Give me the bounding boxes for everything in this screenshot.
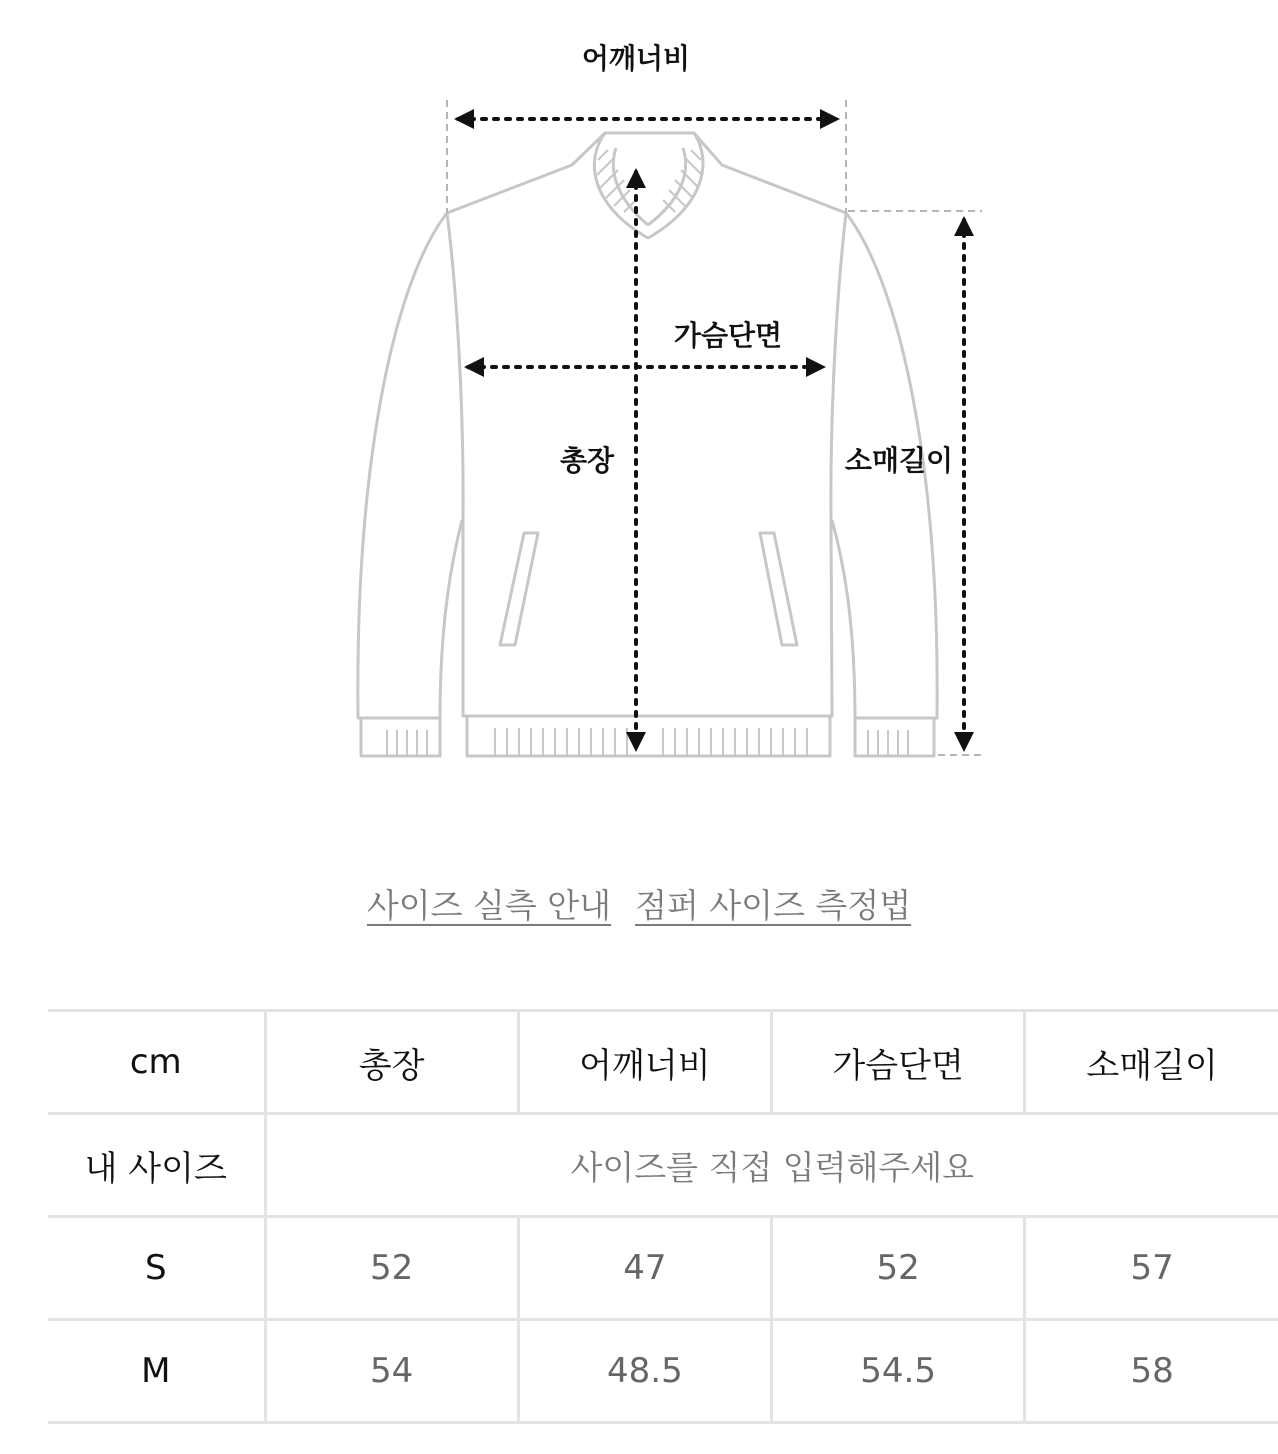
- table-row: [48, 1217, 1278, 1320]
- table-row: [48, 1320, 1278, 1423]
- header-shoulder: 어깨너비: [518, 1011, 771, 1114]
- shoulder-label: 어깨너비: [581, 42, 691, 75]
- length-value: 52: [265, 1217, 518, 1320]
- my-size-row: [48, 1114, 1278, 1217]
- chest-value: 52: [772, 1217, 1025, 1320]
- chest-label: 가슴단면: [673, 319, 783, 352]
- size-table: [48, 1009, 1278, 1424]
- guide-lines: [447, 100, 982, 755]
- table-header-row: [48, 1011, 1278, 1114]
- shoulder-value: 48.5: [518, 1320, 771, 1423]
- length-value: 54: [265, 1320, 518, 1423]
- header-unit: cm: [48, 1011, 265, 1114]
- header-sleeve: 소매길이: [1025, 1011, 1278, 1114]
- sleeve-value: 57: [1025, 1217, 1278, 1320]
- header-chest: 가슴단면: [772, 1011, 1025, 1114]
- sleeve-value: 58: [1025, 1320, 1278, 1423]
- chest-value: 54.5: [772, 1320, 1025, 1423]
- size-guide-links: [0, 880, 1278, 927]
- length-label: 총장: [559, 444, 615, 477]
- header-length: 총장: [265, 1011, 518, 1114]
- size-label: S: [48, 1217, 265, 1320]
- my-size-label: 내 사이즈: [48, 1114, 265, 1217]
- size-label: M: [48, 1320, 265, 1423]
- jumper-measure-link[interactable]: 점퍼 사이즈 측정법: [635, 886, 912, 925]
- my-size-input[interactable]: 사이즈를 직접 입력해주세요: [265, 1114, 1278, 1217]
- arrow-icon: [458, 119, 964, 748]
- shoulder-value: 47: [518, 1217, 771, 1320]
- size-guide-link[interactable]: 사이즈 실측 안내: [366, 886, 612, 925]
- sleeve-label: 소매길이: [844, 444, 954, 477]
